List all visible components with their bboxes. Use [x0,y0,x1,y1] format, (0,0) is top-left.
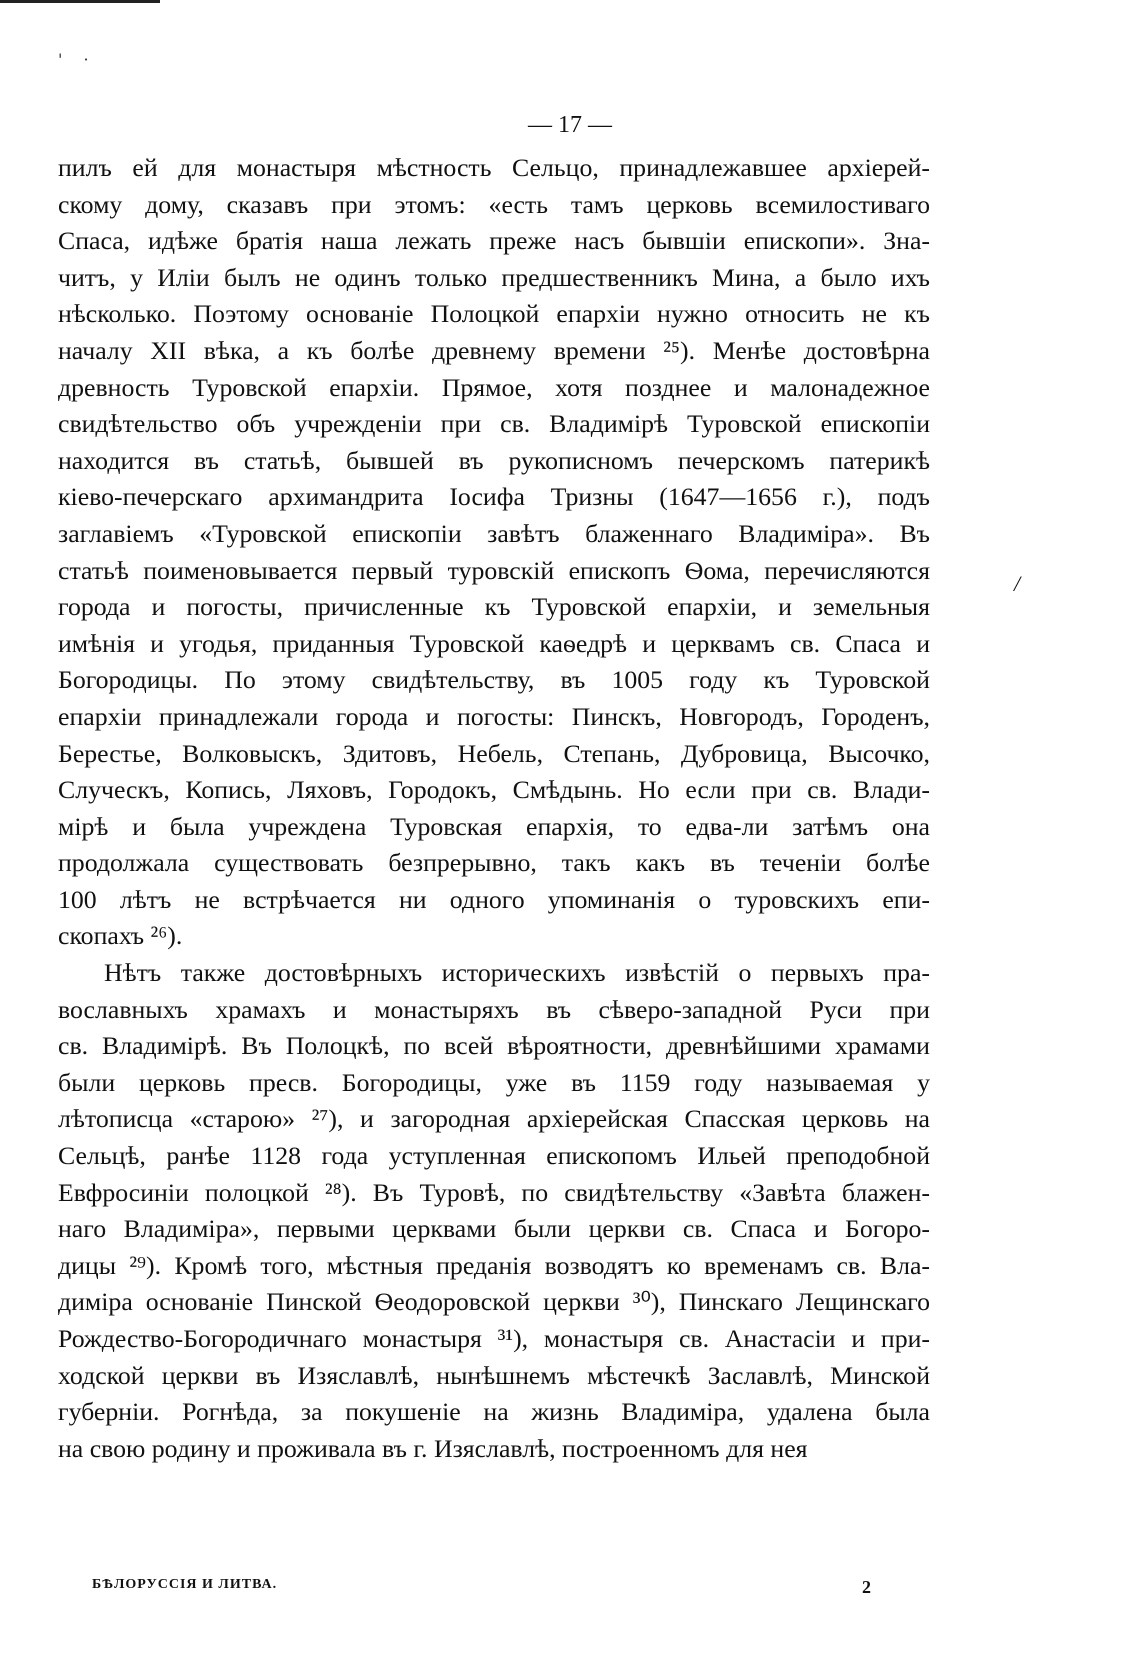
footer-title: БѢЛОРУССІЯ И ЛИТВА. [92,1577,278,1592]
text-line: 100 лѣтъ не встрѣчается ни одного упоминанія о туровскихъ епи- [58,884,930,914]
text-line: началу XII вѣка, а къ болѣе древнему времени ²⁵). Менѣе достовѣрна [58,335,930,365]
text-line: Берестье, Волковыскъ, Здитовъ, Небель, Степань, Дубровица, Высочко, [58,738,930,768]
text-line: епархіи принадлежали города и погосты: Пинскъ, Новгородъ, Городенъ, [58,701,930,731]
text-line: мірѣ и была учреждена Туровская епархія, то едва-ли затѣмъ она [58,811,930,841]
paragraph [58,955,930,1467]
paragraph [58,150,930,955]
margin-mark: / [1014,571,1021,596]
text-line: губерніи. Рогнѣда, за покушеніе на жизнь Владиміра, удалена была [58,1397,930,1427]
text-line: пилъ ей для монастыря мѣстность Сельцо, принадлежавшее архіерей- [58,153,930,182]
text-line: ходской церкви въ Изяславлѣ, нынѣшнемъ мѣстечкѣ Заславлѣ, Минской [58,1360,930,1390]
text-line: имѣнія и угодья, приданныя Туровской каѳедрѣ и церквамъ св. Спаса и [58,628,930,658]
page-speck: ' · [58,50,97,69]
text-line: древность Туровской епархіи. Прямое, хотя позднее и малонадежное [58,372,930,402]
text-line: диміра основаніе Пинской Ѳеодоровской церкви ³⁰), Пинскаго Лещинскаго [58,1287,930,1317]
text-line: скопахъ ²⁶). [58,921,183,951]
text-line: наго Владиміра», первыми церквами были церкви св. Спаса и Богоро- [58,1214,930,1244]
text-line: на свою родину и проживала въ г. Изяславлѣ, построенномъ для нея [58,1433,808,1463]
top-rule [0,0,160,3]
text-line: Сельцѣ, ранѣе 1128 года уступленная епископомъ Ильей преподобной [58,1141,930,1171]
text-line: свидѣтельство объ учрежденіи при св. Владимірѣ Туровской епископіи [58,409,930,439]
text-line: читъ, у Иліи былъ не одинъ только предшественникъ Мина, а было ихъ [58,262,930,292]
text-line: статьѣ поименовывается первый туровскій епископъ Ѳома, перечисляются [58,555,930,585]
text-line: Рождество-Богородичнаго монастыря ³¹), монастыря св. Анастасіи и при- [58,1324,930,1353]
body-text [58,150,930,1467]
text-line: св. Владимірѣ. Въ Полоцкѣ, по всей вѣроятности, древнѣйшими храмами [58,1031,930,1061]
text-line: заглавіемъ «Туровской епископіи завѣтъ блаженнаго Владиміра». Въ [58,518,930,548]
text-line: Нѣтъ также достовѣрныхъ историческихъ извѣстій о первыхъ пра- [104,958,930,988]
text-line: Евфросиніи полоцкой ²⁸). Въ Туровѣ, по свидѣтельству «Завѣта блажен- [58,1177,930,1207]
text-line: находится въ статьѣ, бывшей въ рукописномъ печерскомъ патерикѣ [58,445,930,475]
text-line: были церковь пресв. Богородицы, уже въ 1159 году называемая у [58,1067,930,1097]
text-line: города и погосты, причисленные къ Туровской епархіи, и земельныя [58,592,930,622]
page-footer [92,1577,872,1597]
text-line: Спаса, идѣже братія наша лежать преже насъ бывшіи епископи». Зна- [58,226,930,256]
text-line: лѣтописца «старою» ²⁷), и загородная архіерейская Спасская церковь на [58,1104,930,1134]
text-line: скому дому, сказавъ при этомъ: «есть тамъ церковь всемилостиваго [58,189,930,219]
text-line: кіево-печерскаго архимандрита Іосифа Тризны (1647—1656 г.), подъ [58,482,930,512]
signature-mark: 2 [862,1577,872,1597]
text-line: нѣсколько. Поэтому основаніе Полоцкой епархіи нужно относить не къ [58,299,930,329]
text-line: Случескъ, Копись, Ляховъ, Городокъ, Смѣдынь. Но если при св. Влади- [58,775,930,805]
page-number: — 17 — [528,112,612,138]
text-line: Богородицы. По этому свидѣтельству, въ 1005 году къ Туровской [58,665,930,695]
text-line: дицы ²⁹). Кромѣ того, мѣстныя преданія возводятъ ко временамъ св. Вла- [58,1250,930,1280]
text-line: продолжала существовать безпрерывно, такъ какъ въ теченіи болѣе [58,848,930,878]
text-line: вославныхъ храмахъ и монастыряхъ въ сѣверо-западной Руси при [58,994,930,1024]
